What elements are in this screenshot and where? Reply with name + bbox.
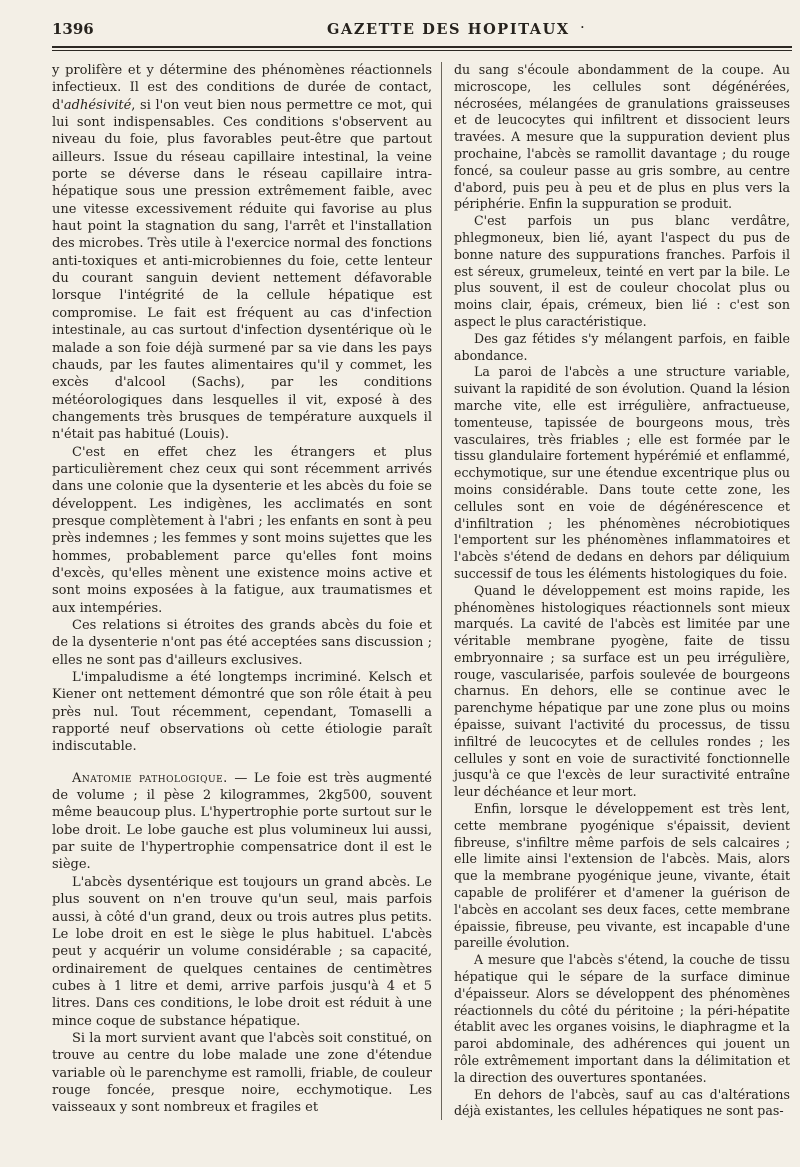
paragraph-right-5: Quand le développement est moins rapide, les phénomènes histologiques réactionnels sont mieux marqués. La cavité de l'abcès est limitée par une véritable membrane pyogène, faite de tissu embryonnaire ; sa surface est un peu irrégulière, rouge, vascularisée, parfois soulevée de bourgeons charnus. En dehors, elle se continue avec le parenchyme hépatique par une zone plus ou moins épaisse, suivant l'activité du processus, de tissu infiltré de leucocytes et de cellules rondes ; les cellules y sont en voie de suractivité fonctionnelle jusqu'à ce que l'excès de leur suractivité entraîne leur déchéance et leur mort. bbox=[454, 582, 790, 800]
italic-term: adhésivité bbox=[63, 97, 132, 113]
left-column bbox=[52, 62, 432, 1117]
paragraph-right-1: du sang s'écoule abondamment de la coupe. Au microscope, les cellules sont dégénérées, nécrosées, mélangées de granulations graisseuses et de leucocytes qui infiltrent et dissocient leurs travées. A mesure que la suppuration devient plus prochaine, l'abcès se ramollit davantage ; du rouge foncé, sa couleur passe au gris sombre, au centre d'abord, puis peu à peu et de plus en plus vers la périphérie. Enfin la suppuration se produit. bbox=[454, 62, 790, 212]
text-run: — Le foie est très augmenté de volume ; il pèse 2 kilogrammes, 2kg500, souvent même beaucoup plus. L'hypertrophie porte surtout sur le lobe droit. Le lobe gauche est plus volumineux lui aussi, par suite de l'hypertrophie compensatrice dont il est le siège. bbox=[52, 770, 433, 873]
paragraph-left-4: L'impaludisme a été longtemps incriminé. Kelsch et Kiener ont nettement démontré que son rôle était à peu près nul. Tout récemment, cependant, Tomaselli a rapporté neuf observations où cette étiologie paraît indiscutable. bbox=[52, 670, 432, 755]
header-rule-thick bbox=[52, 46, 792, 48]
paragraph-left-1 bbox=[52, 62, 432, 444]
paragraph-right-8: En dehors de l'abcès, sauf au cas d'altérations déjà existantes, les cellules hépatiques ne sont pas- bbox=[454, 1086, 790, 1119]
text-run: y prolifère et y détermine des phénomènes réactionnels infectieux. Il est des conditions de durée de contact, d' bbox=[52, 63, 432, 113]
paragraph-right-4: La paroi de l'abcès a une structure variable, suivant la rapidité de son évolution. Quand la lésion marche vite, elle est irrégulière, anfractueuse, tomenteuse, tapissée de bourgeons mous, très vasculaires, très friables ; elle est formée par le tissu glandulaire fortement hypérémié et enflammé, ecchymotique, sur une étendue excentrique plus ou moins considérable. Dans toute cette zone, les cellules sont en voie de dégénérescence et d'infiltration ; les phénomènes nécrobiotiques l'emportent sur les phénomènes inflammatoires et l'abcès s'étend de dedans en dehors par déliquium successif de tous les éléments histologiques du foie. bbox=[454, 364, 790, 581]
right-column bbox=[454, 62, 790, 1120]
paragraph-anatomie bbox=[52, 770, 432, 874]
page-number: 1396 bbox=[52, 20, 94, 38]
paragraph-left-7: Si la mort survient avant que l'abcès soit constitué, on trouve au centre du lobe malade une zone d'étendue variable où le parenchyme est ramolli, friable, de couleur rouge foncée, presque noire, ecchymotique. Les vaisseaux y sont nombreux et fragiles et bbox=[52, 1030, 432, 1116]
paragraph-right-6: Enfin, lorsque le développement est très lent, cette membrane pyogénique s'épaissit, devient fibreuse, s'infiltre même parfois de sels calcaires ; elle limite ainsi l'extension de l'abcès. Mais, alors que la membrane pyogénique jeune, vivante, était capable de proliférer et d'amener la guérison de l'abcès en accolant ses deux faces, cette membrane épaissie, fibreuse, peu vivante, est incapable d'une pareille évolution. bbox=[454, 801, 790, 951]
text-run: , si l'on veut bien nous permettre ce mot, qui lui sont indispensables. Ces conditions s'observent au niveau du foie, plus favorables peut-être que partout ailleurs. Issue du réseau capillaire intestinal, la veine porte se déverse dans le réseau capillaire intra-hépatique sous une pression extrêmement faible, avec une vitesse excessivement réduite qui favorise au plus haut point la stagnation du sang, l'arrêt et l'installation des microbes. Très utile à l'exercice normal des fonctions anti-toxiques et anti-microbiennes du foie, cette lenteur du courant sanguin devient nettement défavorable lorsque l'intégrité de la cellule hépatique est compromise. Le fait est fréquent au cas d'infection intestinale, au cas surtout d'infection dysentérique où le malade a son foie déjà surmené par sa vie dans les pays chauds, par les fautes alimentaires qu'il y commet, les excès d'alcool (Sachs), par les conditions météorologiques dans lesquelles il vit, exposé à des changements très brusques de température auxquels il n'était pas habitué (Louis). bbox=[52, 97, 432, 443]
header-dot: · bbox=[580, 18, 585, 36]
paragraph-right-3: Des gaz fétides s'y mélangent parfois, en faible abondance. bbox=[454, 330, 790, 363]
paragraph-left-6: L'abcès dysentérique est toujours un grand abcès. Le plus souvent on n'en trouve qu'un seul, mais parfois aussi, à côté d'un grand, deux ou trois autres plus petits. Le lobe droit en est le siège le plus habituel. L'abcès peut y acquérir un volume considérable ; sa capacité, ordinairement de quelques centaines de centimètres cubes à 1 litre et demi, arrive parfois jusqu'à 4 et 5 litres. Dans ces conditions, le lobe droit est réduit à une mince coque de substance hépatique. bbox=[52, 874, 432, 1029]
journal-title: GAZETTE DES HOPITAUX bbox=[327, 21, 570, 38]
paragraph-right-2: C'est parfois un pus blanc verdâtre, phlegmoneux, bien lié, ayant l'aspect du pus de bonne nature des suppurations franches. Parfois il est séreux, grumeleux, teinté en vert par la bile. Le plus souvent, il est de couleur chocolat plus ou moins clair, épais, crémeux, bien lié : c'est son aspect le plus caractéristique. bbox=[454, 213, 790, 329]
header-rule-thin bbox=[52, 50, 792, 51]
column-divider bbox=[441, 62, 442, 1120]
paragraph-left-2: C'est en effet chez les étrangers et plus particulièrement chez ceux qui sont récemment arrivés dans une colonie que la dysenterie et les abcès du foie se développent. Les indigènes, les acclimatés en sont presque complètement à l'abri ; les enfants en sont à peu près indemnes ; les femmes y sont moins sujettes que les hommes, probablement parce qu'elles font moins d'excès, qu'elles mènent une existence moins active et sont moins exposées à la fatigue, aux traumatismes et aux intempéries. bbox=[52, 444, 432, 616]
page-header bbox=[52, 14, 792, 44]
section-heading: Anatomie pathologique. bbox=[72, 770, 228, 786]
paragraph-left-3: Ces relations si étroites des grands abcès du foie et de la dysenterie n'ont pas été acceptées sans discussion ; elles ne sont pas d'ailleurs exclusives. bbox=[52, 618, 432, 668]
paragraph-right-7: A mesure que l'abcès s'étend, la couche de tissu hépatique qui le sépare de la surface diminue d'épaisseur. Alors se développent des phénomènes réactionnels du côté du péritoine ; la péri-hépatite établit avec les organes voisins, le diaphragme et la paroi abdominale, des adhérences qui jouent un rôle extrêmement important dans la délimitation et la direction des ouvertures spontanées. bbox=[454, 952, 790, 1085]
